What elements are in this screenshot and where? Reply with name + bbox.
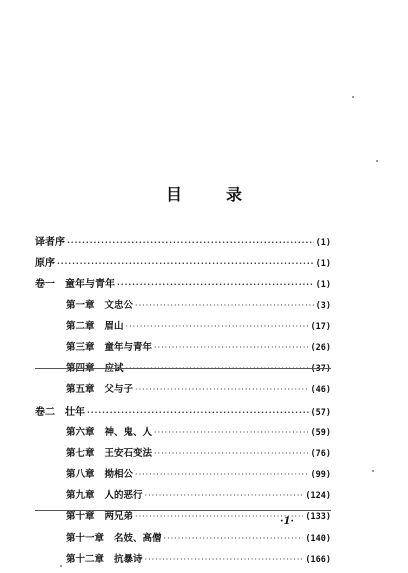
toc-leader-dots xyxy=(87,407,309,417)
toc-page-number: (140) xyxy=(305,533,331,544)
toc-leader-dots xyxy=(135,385,308,394)
toc-page-number: (46) xyxy=(310,385,331,396)
toc-entry xyxy=(35,275,331,296)
toc-entry xyxy=(35,381,331,402)
toc-entry xyxy=(35,318,331,339)
toc-entry xyxy=(35,360,331,381)
toc-page-number: (37) xyxy=(310,364,331,375)
toc-chapter-number: 第十一章 xyxy=(66,532,105,544)
toc-page-number: (57) xyxy=(310,407,331,418)
toc-entry-title: 眉山 xyxy=(104,320,124,332)
toc-page-number: (99) xyxy=(310,470,331,481)
page-title: 目 录 xyxy=(165,185,256,204)
toc-leader-dots xyxy=(126,322,309,331)
toc-leader-dots xyxy=(154,428,308,437)
toc-leader-dots xyxy=(135,301,314,310)
toc-leader-dots xyxy=(145,555,304,564)
paper-speck xyxy=(60,565,62,567)
toc-page-number: (166) xyxy=(305,554,331,565)
toc-entry xyxy=(35,551,331,572)
toc-page-number: (76) xyxy=(310,448,331,459)
toc-entry xyxy=(35,254,331,275)
toc-page-number: (133) xyxy=(305,512,331,523)
toc-chapter-number: 第二章 xyxy=(66,320,95,332)
toc-entry-title: 人的恶行 xyxy=(104,490,143,502)
toc-entry xyxy=(35,466,331,487)
toc-page-number: (124) xyxy=(305,491,331,502)
toc-chapter-number: 第一章 xyxy=(66,299,95,311)
toc-entry-title: 名妓、高僧 xyxy=(114,532,162,544)
toc-chapter-number: 第三章 xyxy=(66,341,95,353)
toc-entry xyxy=(35,339,331,360)
toc-leader-dots xyxy=(117,279,314,289)
toc-chapter-number: 卷一 xyxy=(35,279,55,291)
toc-page-number: (1) xyxy=(315,280,331,291)
paper-speck xyxy=(372,470,374,472)
paper-speck xyxy=(352,96,354,98)
toc-leader-dots xyxy=(57,258,314,268)
toc-entry-title: 应试 xyxy=(104,363,124,375)
toc-page-number: (17) xyxy=(310,321,331,332)
separator-line xyxy=(35,368,331,369)
toc-chapter-number: 第八章 xyxy=(66,469,95,481)
toc-entry xyxy=(35,530,331,551)
toc-entry-title: 抗暴诗 xyxy=(114,553,143,565)
toc-entry-title: 童年与青年 xyxy=(104,341,153,353)
toc-page-number: (59) xyxy=(310,427,331,438)
toc-entry xyxy=(35,487,331,508)
toc-entry-title: 王安石变法 xyxy=(104,447,153,459)
toc-entry-title: 译者序 xyxy=(35,237,65,248)
toc-entry xyxy=(35,297,331,318)
toc-page-number: (1) xyxy=(315,238,331,248)
toc-chapter-number: 第十二章 xyxy=(66,553,105,565)
toc-entry-title: 神、鬼、人 xyxy=(104,426,153,438)
toc-page-number: (26) xyxy=(310,342,331,353)
toc-chapter-number: 卷二 xyxy=(35,406,55,418)
separator-line xyxy=(35,510,331,511)
toc-leader-dots xyxy=(67,237,314,247)
toc-entry xyxy=(35,424,331,445)
toc-entry-title: 原序 xyxy=(35,258,55,270)
toc-entry-title: 壮年 xyxy=(65,406,85,418)
toc-page-number: (3) xyxy=(315,300,331,311)
toc-chapter-number: 第六章 xyxy=(66,426,95,438)
toc-leader-dots xyxy=(135,470,308,479)
toc-leader-dots xyxy=(154,449,308,458)
toc-leader-dots xyxy=(145,491,304,500)
toc-entry xyxy=(35,445,331,466)
toc-chapter-number: 第十章 xyxy=(66,511,95,523)
toc-chapter-number: 第九章 xyxy=(66,490,95,502)
toc-entry xyxy=(35,403,331,424)
toc-entry-title: 两兄弟 xyxy=(104,511,134,523)
toc-page-number: (1) xyxy=(315,259,331,270)
toc-entry xyxy=(35,233,331,254)
toc-chapter-number: 第七章 xyxy=(66,447,95,459)
toc-leader-dots xyxy=(135,512,303,521)
toc-entry-title: 拗相公 xyxy=(104,469,134,481)
paper-speck xyxy=(376,160,378,162)
toc-chapter-number: 第四章 xyxy=(66,363,95,375)
toc-chapter-number: 第五章 xyxy=(66,384,95,396)
page-number: ·1· xyxy=(280,516,294,527)
toc-entry-title: 文忠公 xyxy=(104,299,134,311)
toc-leader-dots xyxy=(154,343,308,352)
toc-entry-title: 童年与青年 xyxy=(65,279,115,291)
toc-entry-title: 父与子 xyxy=(104,384,134,396)
toc-leader-dots xyxy=(164,534,304,543)
